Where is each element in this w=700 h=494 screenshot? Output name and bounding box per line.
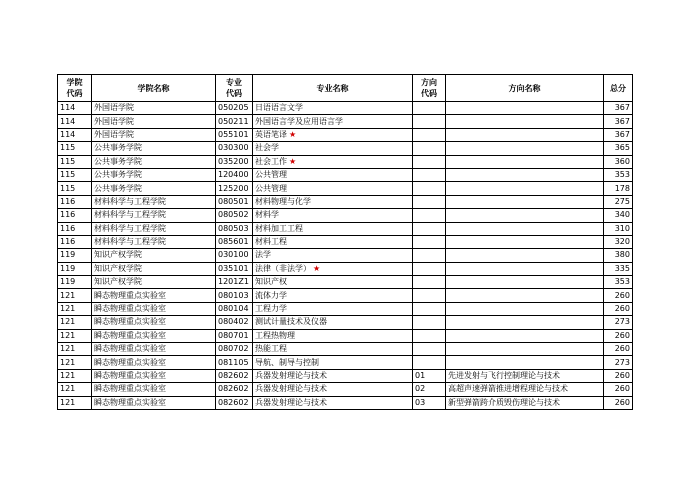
major-code-cell: 035200	[216, 155, 253, 168]
direction-code-cell	[413, 115, 446, 128]
college-name-cell: 瞬态物理重点实验室	[92, 343, 216, 356]
major-code-cell: 080701	[216, 329, 253, 342]
total-score-cell: 260	[604, 369, 633, 382]
direction-name-cell	[446, 316, 604, 329]
total-score-cell: 260	[604, 329, 633, 342]
college-code-cell: 121	[58, 356, 92, 369]
major-name-cell: 工程热物理	[253, 329, 413, 342]
major-name-cell: 公共管理	[253, 168, 413, 181]
direction-code-cell	[413, 128, 446, 141]
direction-code-cell	[413, 249, 446, 262]
table-row	[58, 289, 633, 302]
direction-code-cell: 02	[413, 383, 446, 396]
total-score-cell: 273	[604, 356, 633, 369]
total-score-cell: 260	[604, 343, 633, 356]
direction-name-cell	[446, 182, 604, 195]
direction-name-cell	[446, 289, 604, 302]
college-code-cell: 114	[58, 102, 92, 115]
table-row	[58, 396, 633, 409]
table-row	[58, 343, 633, 356]
college-code-cell: 115	[58, 155, 92, 168]
major-name-cell: 工程力学	[253, 302, 413, 315]
major-name-cell: 材料工程	[253, 235, 413, 248]
direction-code-cell	[413, 302, 446, 315]
college-code-cell: 116	[58, 209, 92, 222]
direction-code-cell	[413, 356, 446, 369]
direction-code-cell: 03	[413, 396, 446, 409]
direction-code-cell	[413, 168, 446, 181]
college-name-cell: 材料科学与工程学院	[92, 209, 216, 222]
major-name-cell: 流体力学	[253, 289, 413, 302]
major-code-cell: 120400	[216, 168, 253, 181]
total-score-cell: 380	[604, 249, 633, 262]
table-row	[58, 235, 633, 248]
direction-name-cell	[446, 195, 604, 208]
total-score-cell: 320	[604, 235, 633, 248]
total-score-cell: 178	[604, 182, 633, 195]
college-code-cell: 121	[58, 383, 92, 396]
direction-code-cell	[413, 262, 446, 275]
header-direction-name: 方向名称	[446, 75, 604, 102]
total-score-cell: 367	[604, 102, 633, 115]
table-row	[58, 128, 633, 141]
college-name-cell: 材料科学与工程学院	[92, 235, 216, 248]
college-code-cell: 114	[58, 115, 92, 128]
direction-name-cell: 先进发射与飞行控制理论与技术	[446, 369, 604, 382]
direction-name-cell	[446, 302, 604, 315]
major-code-cell: 055101	[216, 128, 253, 141]
major-name-cell: 导航、制导与控制	[253, 356, 413, 369]
direction-code-cell	[413, 316, 446, 329]
header-total-score: 总分	[604, 75, 633, 102]
direction-code-cell	[413, 329, 446, 342]
total-score-cell: 367	[604, 128, 633, 141]
direction-name-cell: 高超声速弹箭推进增程理论与技术	[446, 383, 604, 396]
college-name-cell: 知识产权学院	[92, 276, 216, 289]
total-score-cell: 310	[604, 222, 633, 235]
major-code-cell: 080503	[216, 222, 253, 235]
total-score-cell: 353	[604, 168, 633, 181]
table-row	[58, 222, 633, 235]
direction-name-cell	[446, 115, 604, 128]
direction-name-cell	[446, 262, 604, 275]
direction-code-cell	[413, 343, 446, 356]
college-name-cell: 瞬态物理重点实验室	[92, 369, 216, 382]
direction-name-cell	[446, 209, 604, 222]
major-code-cell: 080402	[216, 316, 253, 329]
college-name-cell: 知识产权学院	[92, 262, 216, 275]
major-name-cell: 社会工作 ★	[253, 155, 413, 168]
college-name-cell: 公共事务学院	[92, 182, 216, 195]
college-code-cell: 115	[58, 142, 92, 155]
direction-name-cell	[446, 168, 604, 181]
major-code-cell: 080502	[216, 209, 253, 222]
table-row	[58, 115, 633, 128]
score-table	[57, 74, 633, 410]
total-score-cell: 360	[604, 155, 633, 168]
major-name-cell: 兵器发射理论与技术	[253, 396, 413, 409]
table-row	[58, 302, 633, 315]
total-score-cell: 260	[604, 396, 633, 409]
major-name-cell: 材料物理与化学	[253, 195, 413, 208]
college-name-cell: 瞬态物理重点实验室	[92, 356, 216, 369]
table-row	[58, 195, 633, 208]
major-code-cell: 082602	[216, 396, 253, 409]
table-body	[58, 102, 633, 410]
direction-name-cell	[446, 128, 604, 141]
college-name-cell: 瞬态物理重点实验室	[92, 396, 216, 409]
major-code-cell: 050211	[216, 115, 253, 128]
college-code-cell: 119	[58, 249, 92, 262]
total-score-cell: 353	[604, 276, 633, 289]
major-name-cell: 公共管理	[253, 182, 413, 195]
direction-name-cell	[446, 276, 604, 289]
table-row	[58, 249, 633, 262]
major-name-cell: 兵器发射理论与技术	[253, 369, 413, 382]
major-name-cell: 材料加工工程	[253, 222, 413, 235]
table-row	[58, 356, 633, 369]
table-row	[58, 209, 633, 222]
college-code-cell: 114	[58, 128, 92, 141]
direction-name-cell	[446, 155, 604, 168]
major-name-cell: 外国语言学及应用语言学	[253, 115, 413, 128]
direction-code-cell	[413, 289, 446, 302]
college-name-cell: 瞬态物理重点实验室	[92, 289, 216, 302]
star-icon: ★	[289, 156, 297, 166]
major-name-cell: 英语笔译 ★	[253, 128, 413, 141]
college-code-cell: 121	[58, 316, 92, 329]
college-code-cell: 121	[58, 329, 92, 342]
total-score-cell: 335	[604, 262, 633, 275]
direction-code-cell	[413, 276, 446, 289]
college-name-cell: 外国语学院	[92, 115, 216, 128]
major-name-cell: 知识产权	[253, 276, 413, 289]
direction-code-cell	[413, 102, 446, 115]
header-major-code: 专业 代码	[216, 75, 253, 102]
college-code-cell: 119	[58, 276, 92, 289]
table-row	[58, 369, 633, 382]
total-score-cell: 365	[604, 142, 633, 155]
college-name-cell: 公共事务学院	[92, 168, 216, 181]
direction-name-cell	[446, 102, 604, 115]
direction-name-cell	[446, 356, 604, 369]
major-code-cell: 082602	[216, 383, 253, 396]
college-code-cell: 116	[58, 235, 92, 248]
total-score-cell: 273	[604, 316, 633, 329]
direction-code-cell: 01	[413, 369, 446, 382]
table-row	[58, 262, 633, 275]
major-name-cell: 社会学	[253, 142, 413, 155]
table-row	[58, 276, 633, 289]
college-code-cell: 121	[58, 302, 92, 315]
total-score-cell: 367	[604, 115, 633, 128]
header-major-name: 专业名称	[253, 75, 413, 102]
major-code-cell: 081105	[216, 356, 253, 369]
total-score-cell: 275	[604, 195, 633, 208]
direction-code-cell	[413, 195, 446, 208]
college-code-cell: 121	[58, 343, 92, 356]
major-code-cell: 080103	[216, 289, 253, 302]
table-row	[58, 316, 633, 329]
major-name-cell: 测试计量技术及仪器	[253, 316, 413, 329]
direction-name-cell	[446, 249, 604, 262]
college-code-cell: 115	[58, 182, 92, 195]
major-code-cell: 080702	[216, 343, 253, 356]
total-score-cell: 260	[604, 383, 633, 396]
direction-code-cell	[413, 209, 446, 222]
college-name-cell: 瞬态物理重点实验室	[92, 302, 216, 315]
major-code-cell: 030100	[216, 249, 253, 262]
college-name-cell: 外国语学院	[92, 102, 216, 115]
direction-code-cell	[413, 222, 446, 235]
direction-name-cell	[446, 343, 604, 356]
header-college-name: 学院名称	[92, 75, 216, 102]
header-direction-code: 方向 代码	[413, 75, 446, 102]
college-code-cell: 119	[58, 262, 92, 275]
direction-code-cell	[413, 155, 446, 168]
college-code-cell: 121	[58, 369, 92, 382]
table-row	[58, 168, 633, 181]
major-name-cell: 法律（非法学） ★	[253, 262, 413, 275]
major-code-cell: 030300	[216, 142, 253, 155]
college-name-cell: 瞬态物理重点实验室	[92, 329, 216, 342]
direction-name-cell: 新型弹箭跨介质毁伤理论与技术	[446, 396, 604, 409]
direction-code-cell	[413, 142, 446, 155]
major-code-cell: 080104	[216, 302, 253, 315]
major-code-cell: 035101	[216, 262, 253, 275]
direction-code-cell	[413, 182, 446, 195]
table-row	[58, 182, 633, 195]
college-name-cell: 外国语学院	[92, 128, 216, 141]
major-code-cell: 085601	[216, 235, 253, 248]
direction-name-cell	[446, 142, 604, 155]
college-code-cell: 121	[58, 396, 92, 409]
direction-name-cell	[446, 329, 604, 342]
major-code-cell: 082602	[216, 369, 253, 382]
star-icon: ★	[289, 129, 297, 139]
table-row	[58, 329, 633, 342]
direction-name-cell	[446, 235, 604, 248]
header-row	[58, 75, 633, 102]
direction-name-cell	[446, 222, 604, 235]
direction-code-cell	[413, 235, 446, 248]
table-row	[58, 142, 633, 155]
table-row	[58, 383, 633, 396]
college-name-cell: 瞬态物理重点实验室	[92, 316, 216, 329]
major-name-cell: 热能工程	[253, 343, 413, 356]
college-name-cell: 知识产权学院	[92, 249, 216, 262]
major-code-cell: 125200	[216, 182, 253, 195]
major-name-cell: 材料学	[253, 209, 413, 222]
total-score-cell: 340	[604, 209, 633, 222]
college-code-cell: 115	[58, 168, 92, 181]
college-name-cell: 材料科学与工程学院	[92, 195, 216, 208]
major-name-cell: 法学	[253, 249, 413, 262]
college-name-cell: 公共事务学院	[92, 142, 216, 155]
major-code-cell: 1201Z1	[216, 276, 253, 289]
major-name-cell: 日语语言文学	[253, 102, 413, 115]
table-row	[58, 102, 633, 115]
college-code-cell: 116	[58, 195, 92, 208]
college-code-cell: 121	[58, 289, 92, 302]
college-name-cell: 材料科学与工程学院	[92, 222, 216, 235]
college-code-cell: 116	[58, 222, 92, 235]
total-score-cell: 260	[604, 289, 633, 302]
major-code-cell: 080501	[216, 195, 253, 208]
college-name-cell: 公共事务学院	[92, 155, 216, 168]
major-code-cell: 050205	[216, 102, 253, 115]
college-name-cell: 瞬态物理重点实验室	[92, 383, 216, 396]
major-name-cell: 兵器发射理论与技术	[253, 383, 413, 396]
table-row	[58, 155, 633, 168]
header-college-code: 学院 代码	[58, 75, 92, 102]
total-score-cell: 260	[604, 302, 633, 315]
star-icon: ★	[313, 263, 321, 273]
